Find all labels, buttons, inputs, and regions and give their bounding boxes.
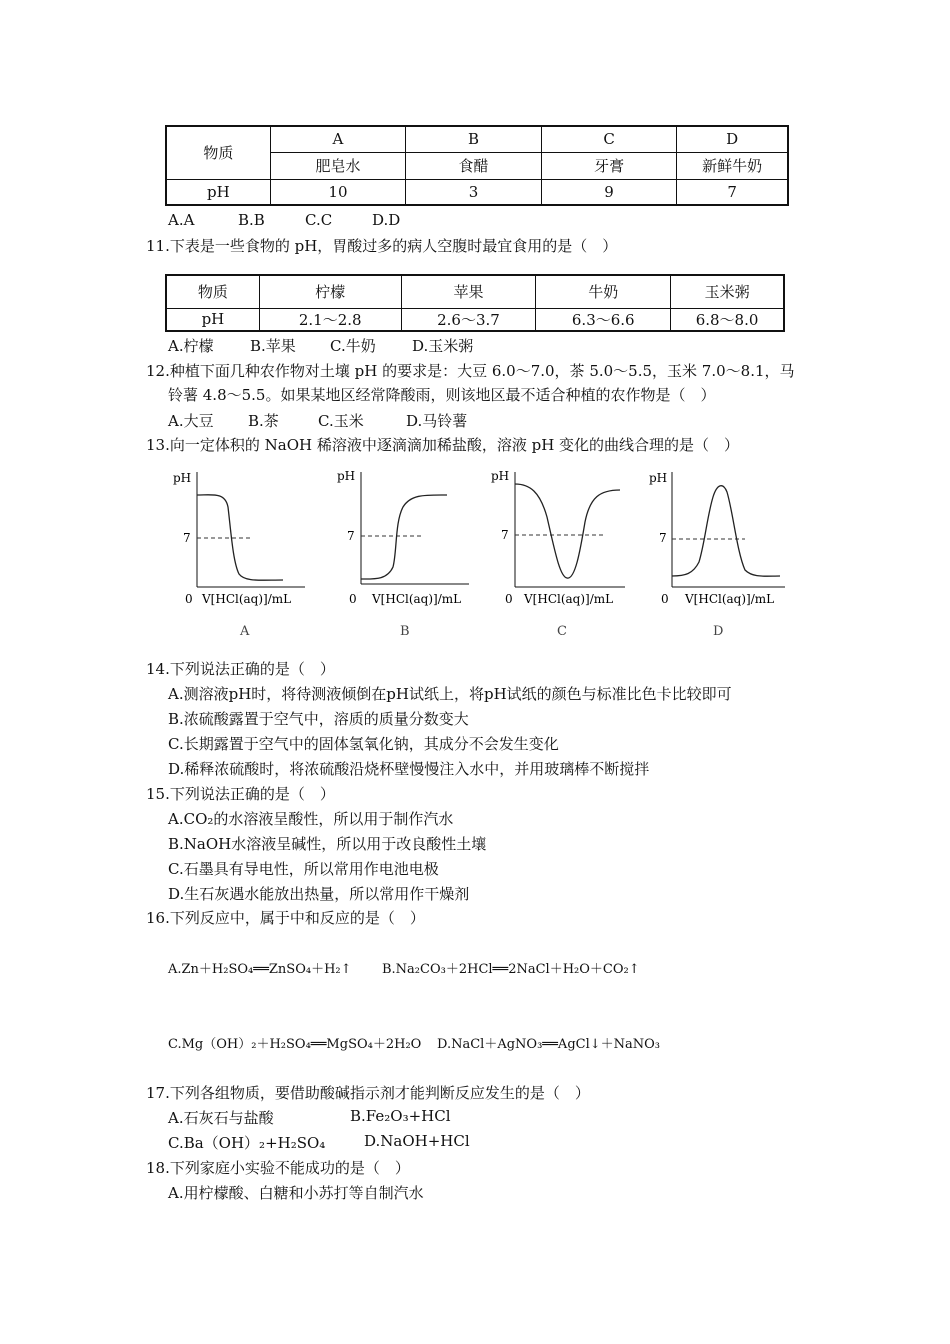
q16-option-c: C.Mg（OH）₂＋H₂SO₄══MgSO₄＋2H₂O: [168, 1037, 422, 1052]
graph-c-tick-7: 7: [501, 528, 509, 542]
graph-a-x-label: V[HCl(aq)]/mL: [202, 592, 292, 606]
table1-ph-c: 9: [541, 179, 677, 205]
table1-letter-a: A: [270, 126, 406, 152]
ph-graph-d: [645, 462, 795, 644]
table2-header-1: 柠檬: [259, 275, 401, 308]
table1-name-d: 新鲜牛奶: [677, 152, 788, 179]
table1-ph-label: pH: [166, 179, 270, 205]
ph-graph-c: [485, 462, 640, 644]
q14-option-c: C.长期露置于空气中的固体氢氧化钠，其成分不会发生变化: [168, 735, 559, 753]
graph-b-origin: 0: [349, 592, 357, 606]
graph-b-y-label: pH: [337, 469, 356, 483]
q10-options: [168, 211, 401, 229]
q12-line-2: 铃薯 4.8～5.5。如果某地区经常降酸雨，则该地区最不适合种植的农作物是（ ）: [168, 386, 716, 404]
q10-option-d: D.D: [372, 211, 401, 229]
table2-ph-3: 6.3～6.6: [536, 308, 671, 331]
table1-name-a: 肥皂水: [270, 152, 406, 179]
graph-d-x-label: V[HCl(aq)]/mL: [685, 592, 775, 606]
table1-letter-b: B: [406, 126, 542, 152]
q12-option-a: A.大豆: [168, 412, 214, 430]
table2-header-3: 牛奶: [536, 275, 671, 308]
q18-stem: 18.下列家庭小实验不能成功的是（ ）: [146, 1159, 410, 1177]
q17-option-c: C.Ba（OH）₂+H₂SO₄: [168, 1134, 326, 1152]
graph-c-y-label: pH: [491, 469, 510, 483]
graph-c-origin: 0: [505, 592, 513, 606]
graph-a-caption: A: [240, 624, 250, 639]
q12-line-1: 12.种植下面几种农作物对土壤 pH 的要求是：大豆 6.0～7.0，茶 5.0～5.5，玉米 7.0～8.1，马: [146, 362, 795, 380]
q17-stem: 17.下列各组物质，要借助酸碱指示剂才能判断反应发生的是（ ）: [146, 1084, 590, 1102]
ph-graph-a: [165, 462, 315, 644]
q10-option-b: B.B: [238, 211, 265, 229]
q16-option-d: D.NaCl＋AgNO₃══AgCl↓＋NaNO₃: [437, 1037, 661, 1052]
q12-option-c: C.玉米: [318, 412, 364, 430]
graph-c-caption: C: [557, 624, 567, 639]
graph-a-tick-7: 7: [183, 531, 191, 545]
q11-option-b: B.苹果: [250, 337, 296, 355]
q12-option-b: B.茶: [248, 412, 279, 430]
table1-letter-d: D: [677, 126, 788, 152]
q14-option-a: A.测溶液pH时，将待测液倾倒在pH试纸上，将pH试纸的颜色与标准比色卡比较即可: [168, 685, 732, 703]
table2-header-4: 玉米粥: [671, 275, 784, 308]
table2-header-2: 苹果: [401, 275, 536, 308]
q11-option-a: A.柠檬: [168, 337, 214, 355]
table1-letter-c: C: [541, 126, 677, 152]
q16-option-b: B.Na₂CO₃＋2HCl══2NaCl＋H₂O＋CO₂↑: [382, 962, 640, 977]
q15-stem: 15.下列说法正确的是（ ）: [146, 785, 335, 803]
q11-option-c: C.牛奶: [330, 337, 376, 355]
q17-option-b: B.Fe₂O₃+HCl: [350, 1107, 451, 1125]
ph-graph-b: [325, 462, 480, 644]
table1-row-header: 物质: [166, 126, 270, 179]
q15-option-d: D.生石灰遇水能放出热量，所以常用作干燥剂: [168, 885, 470, 903]
q11-options: [168, 335, 474, 356]
graph-d-origin: 0: [661, 592, 669, 606]
q10-option-a: A.A: [168, 211, 195, 229]
table1-name-c: 牙膏: [541, 152, 677, 179]
q14-option-d: D.稀释浓硫酸时，将浓硫酸沿烧杯壁慢慢注入水中，并用玻璃棒不断搅拌: [168, 760, 650, 778]
q14-stem: 14.下列说法正确的是（ ）: [146, 660, 335, 678]
q12-option-d: D.马铃薯: [406, 412, 468, 430]
q16-option-a: A.Zn＋H₂SO₄══ZnSO₄＋H₂↑: [168, 962, 352, 977]
q18-option-a: A.用柠檬酸、白糖和小苏打等自制汽水: [168, 1184, 424, 1202]
graph-c-x-label: V[HCl(aq)]/mL: [524, 592, 614, 606]
table2-ph-4: 6.8～8.0: [671, 308, 784, 331]
q15-option-a: A.CO₂的水溶液呈酸性，所以用于制作汽水: [168, 810, 454, 828]
graph-d-curve: [672, 486, 780, 577]
graph-c-curve: [515, 484, 620, 578]
graph-d-caption: D: [713, 624, 724, 639]
table1-ph-a: 10: [270, 179, 406, 205]
table2-ph-1: 2.1～2.8: [259, 308, 401, 331]
graph-b-caption: B: [400, 624, 410, 639]
table1-ph-b: 3: [406, 179, 542, 205]
graph-a-origin: 0: [185, 592, 193, 606]
q15-option-b: B.NaOH水溶液呈碱性，所以用于改良酸性土壤: [168, 835, 487, 853]
q12-options: [168, 410, 468, 431]
graph-b-x-label: V[HCl(aq)]/mL: [372, 592, 462, 606]
graph-b-tick-7: 7: [347, 529, 355, 543]
q10-option-c: C.C: [305, 211, 333, 229]
q15-option-c: C.石墨具有导电性，所以常用作电池电极: [168, 860, 439, 878]
table2-ph-2: 2.6～3.7: [401, 308, 536, 331]
q16-stem: 16.下列反应中，属于中和反应的是（ ）: [146, 909, 425, 927]
table2-header-0: 物质: [166, 275, 259, 308]
q17-option-d: D.NaOH+HCl: [364, 1132, 470, 1150]
q11-option-d: D.玉米粥: [412, 337, 474, 355]
graph-a-y-label: pH: [173, 471, 192, 485]
q14-option-b: B.浓硫酸露置于空气中，溶质的质量分数变大: [168, 710, 469, 728]
graph-d-y-label: pH: [649, 471, 668, 485]
graph-b-curve: [361, 495, 447, 579]
q13-stem: 13.向一定体积的 NaOH 稀溶液中逐滴滴加稀盐酸，溶液 pH 变化的曲线合理的是（ ）: [146, 436, 740, 454]
q11-stem: 11.下表是一些食物的 pH，胃酸过多的病人空腹时最宜食用的是（ ）: [146, 237, 618, 255]
table1-ph-d: 7: [677, 179, 788, 205]
table1-name-b: 食醋: [406, 152, 542, 179]
q17-option-a: A.石灰石与盐酸: [168, 1109, 274, 1127]
ph-table-2: [165, 274, 785, 332]
graph-d-tick-7: 7: [659, 531, 667, 545]
ph-table-1: [165, 125, 789, 206]
table2-ph-label: pH: [166, 308, 259, 331]
graph-a-curve: [197, 495, 283, 580]
